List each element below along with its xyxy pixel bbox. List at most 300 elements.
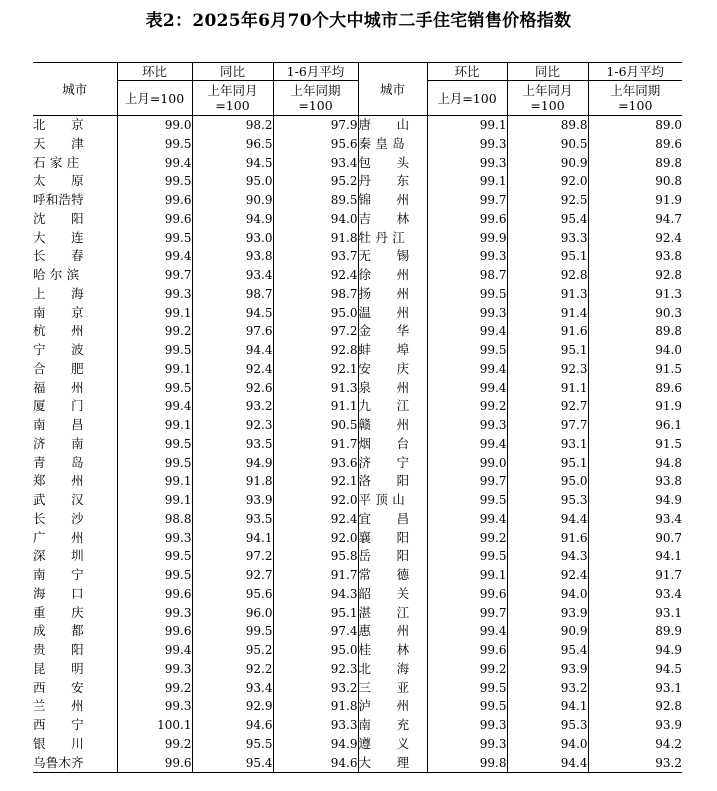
- mom-value: 99.0: [117, 116, 192, 135]
- avg-value: 92.8: [588, 266, 682, 285]
- yoy-value: 95.3: [507, 491, 588, 510]
- city-name: 长 春: [33, 248, 84, 264]
- city-name: 大 理: [358, 754, 427, 773]
- city-name: 大 连: [33, 229, 84, 245]
- yoy-value: 94.1: [507, 697, 588, 716]
- yoy-value: 94.5: [192, 304, 273, 323]
- mom-value: 99.5: [427, 491, 507, 510]
- city-name: 牡 丹 江: [358, 229, 427, 248]
- avg-value: 90.3: [588, 304, 682, 323]
- city-name: 赣 州: [358, 416, 427, 435]
- avg-value: 89.5: [273, 191, 358, 210]
- yoy-value: 97.2: [192, 547, 273, 566]
- yoy-value: 95.1: [507, 247, 588, 266]
- mom-value: 99.6: [117, 210, 192, 229]
- mom-value: 99.1: [117, 416, 192, 435]
- city-name: 西 安: [33, 679, 84, 695]
- mom-value: 99.2: [427, 397, 507, 416]
- mom-value: 99.5: [117, 547, 192, 566]
- avg-value: 95.6: [273, 135, 358, 154]
- avg-value: 91.5: [588, 435, 682, 454]
- avg-value: 91.8: [273, 697, 358, 716]
- city-name: 海 口: [33, 585, 84, 601]
- mom-value: 99.4: [427, 360, 507, 379]
- mom-value: 99.4: [427, 379, 507, 398]
- city-name: 杭 州: [33, 323, 84, 339]
- avg-value: 93.2: [588, 754, 682, 773]
- table-row: [33, 229, 682, 248]
- avg-value: 93.2: [273, 679, 358, 698]
- header-yoy-left: 同比: [192, 63, 273, 81]
- mom-value: 99.4: [117, 641, 192, 660]
- avg-value: 95.0: [273, 304, 358, 323]
- mom-value: 99.3: [117, 697, 192, 716]
- avg-value: 93.7: [273, 247, 358, 266]
- yoy-value: 93.2: [192, 397, 273, 416]
- table-row: [33, 435, 682, 454]
- avg-value: 92.3: [273, 660, 358, 679]
- mom-value: 99.3: [427, 304, 507, 323]
- city-name: 厦 门: [33, 398, 84, 414]
- table-row: [33, 397, 682, 416]
- header-yoy-base-left: 上年同月 =100: [192, 81, 273, 116]
- yoy-value: 95.4: [507, 210, 588, 229]
- table-row: [33, 735, 682, 754]
- mom-value: 99.7: [427, 191, 507, 210]
- mom-value: 99.5: [117, 172, 192, 191]
- city-name: 深 圳: [33, 548, 84, 564]
- city-name: 南 京: [33, 304, 84, 320]
- avg-value: 92.1: [273, 472, 358, 491]
- yoy-value: 93.9: [192, 491, 273, 510]
- city-name: 蚌 埠: [358, 341, 427, 360]
- mom-value: 99.3: [117, 285, 192, 304]
- avg-value: 89.8: [588, 322, 682, 341]
- header-avg-right: 1-6月平均: [588, 63, 682, 81]
- yoy-value: 92.4: [507, 566, 588, 585]
- yoy-value: 89.8: [507, 116, 588, 135]
- table-row: [33, 547, 682, 566]
- avg-value: 94.9: [588, 641, 682, 660]
- yoy-value: 92.4: [192, 360, 273, 379]
- mom-value: 99.6: [117, 622, 192, 641]
- table-row: [33, 697, 682, 716]
- table-row: [33, 641, 682, 660]
- avg-value: 94.7: [588, 210, 682, 229]
- yoy-value: 94.6: [192, 716, 273, 735]
- city-name: 济 宁: [358, 454, 427, 473]
- mom-value: 99.1: [427, 172, 507, 191]
- mom-value: 99.3: [427, 154, 507, 173]
- city-name: 湛 江: [358, 604, 427, 623]
- city-name: 桂 林: [358, 641, 427, 660]
- table-row: [33, 360, 682, 379]
- yoy-value: 95.1: [507, 341, 588, 360]
- mom-value: 99.2: [427, 529, 507, 548]
- yoy-value: 94.4: [507, 754, 588, 773]
- mom-value: 99.2: [117, 735, 192, 754]
- city-name: 岳 阳: [358, 547, 427, 566]
- mom-value: 99.5: [427, 341, 507, 360]
- avg-value: 95.1: [273, 604, 358, 623]
- avg-value: 92.4: [588, 229, 682, 248]
- city-name: 武 汉: [33, 492, 84, 507]
- mom-value: 99.5: [117, 454, 192, 473]
- avg-value: 91.1: [273, 397, 358, 416]
- header-yoy-right: 同比: [507, 63, 588, 81]
- avg-value: 94.2: [588, 735, 682, 754]
- yoy-value: 92.2: [192, 660, 273, 679]
- city-name: 兰 州: [33, 698, 84, 714]
- city-name: 九 江: [358, 397, 427, 416]
- city-name: 上 海: [33, 285, 84, 301]
- city-name: 合 肥: [33, 360, 84, 376]
- avg-value: 94.1: [588, 547, 682, 566]
- mom-value: 99.5: [117, 379, 192, 398]
- mom-value: 99.5: [427, 679, 507, 698]
- mom-value: 99.3: [427, 416, 507, 435]
- avg-value: 92.8: [588, 697, 682, 716]
- yoy-value: 95.4: [507, 641, 588, 660]
- header-mom-left: 环比: [117, 63, 192, 81]
- yoy-value: 93.5: [192, 435, 273, 454]
- yoy-value: 97.7: [507, 416, 588, 435]
- mom-value: 99.5: [427, 697, 507, 716]
- mom-value: 99.7: [427, 604, 507, 623]
- table-row: [33, 116, 682, 135]
- table-row: [33, 472, 682, 491]
- mom-value: 99.5: [427, 285, 507, 304]
- avg-value: 89.0: [588, 116, 682, 135]
- city-name: 唐 山: [358, 116, 427, 135]
- avg-value: 91.3: [588, 285, 682, 304]
- avg-value: 93.4: [588, 585, 682, 604]
- table-row: [33, 604, 682, 623]
- avg-value: 94.8: [588, 454, 682, 473]
- mom-value: 99.3: [117, 660, 192, 679]
- avg-value: 98.7: [273, 285, 358, 304]
- city-name: 长 沙: [33, 510, 84, 526]
- yoy-value: 91.8: [192, 472, 273, 491]
- yoy-value: 96.0: [192, 604, 273, 623]
- avg-value: 95.8: [273, 547, 358, 566]
- avg-value: 97.4: [273, 622, 358, 641]
- yoy-value: 91.3: [507, 285, 588, 304]
- yoy-value: 91.1: [507, 379, 588, 398]
- yoy-value: 94.0: [507, 735, 588, 754]
- avg-value: 91.3: [273, 379, 358, 398]
- mom-value: 99.1: [427, 566, 507, 585]
- yoy-value: 93.3: [507, 229, 588, 248]
- mom-value: 99.1: [117, 491, 192, 510]
- avg-value: 96.1: [588, 416, 682, 435]
- mom-value: 99.1: [117, 360, 192, 379]
- table-body: [33, 116, 682, 773]
- yoy-value: 93.8: [192, 247, 273, 266]
- header-city-right: 城市: [358, 63, 427, 116]
- mom-value: 99.3: [427, 247, 507, 266]
- table-row: [33, 285, 682, 304]
- avg-value: 91.7: [588, 566, 682, 585]
- yoy-value: 92.0: [507, 172, 588, 191]
- city-name: 温 州: [358, 304, 427, 323]
- avg-value: 92.8: [273, 341, 358, 360]
- city-name: 呼和浩特: [33, 192, 84, 207]
- table-row: [33, 135, 682, 154]
- avg-value: 92.4: [273, 266, 358, 285]
- yoy-value: 98.7: [192, 285, 273, 304]
- mom-value: 99.4: [117, 247, 192, 266]
- city-name: 金 华: [358, 322, 427, 341]
- city-name: 徐 州: [358, 266, 427, 285]
- avg-value: 93.4: [588, 510, 682, 529]
- city-name: 重 庆: [33, 604, 84, 620]
- table-row: [33, 416, 682, 435]
- avg-value: 93.9: [588, 716, 682, 735]
- mom-value: 99.4: [427, 435, 507, 454]
- mom-value: 99.3: [427, 716, 507, 735]
- yoy-value: 95.2: [192, 641, 273, 660]
- mom-value: 98.8: [117, 510, 192, 529]
- mom-value: 99.1: [117, 472, 192, 491]
- mom-value: 99.2: [117, 679, 192, 698]
- city-name: 韶 关: [358, 585, 427, 604]
- mom-value: 99.4: [427, 510, 507, 529]
- yoy-value: 92.5: [507, 191, 588, 210]
- city-name: 扬 州: [358, 285, 427, 304]
- header-city-left: 城市: [33, 63, 117, 116]
- city-name: 福 州: [33, 379, 84, 395]
- yoy-value: 98.2: [192, 116, 273, 135]
- mom-value: 99.3: [117, 604, 192, 623]
- yoy-value: 99.5: [192, 622, 273, 641]
- avg-value: 89.9: [588, 622, 682, 641]
- avg-value: 91.7: [273, 435, 358, 454]
- table-row: [33, 379, 682, 398]
- city-name: 青 岛: [33, 454, 84, 470]
- mom-value: 99.6: [427, 585, 507, 604]
- mom-value: 99.6: [427, 641, 507, 660]
- city-name: 太 原: [33, 173, 84, 189]
- mom-value: 99.6: [117, 585, 192, 604]
- header-mom-right: 环比: [427, 63, 507, 81]
- header-mom-base-right: 上月=100: [427, 81, 507, 116]
- table-row: [33, 529, 682, 548]
- city-name: 丹 东: [358, 172, 427, 191]
- mom-value: 98.7: [427, 266, 507, 285]
- table-row: [33, 154, 682, 173]
- header-mom-base-left: 上月=100: [117, 81, 192, 116]
- table-row: [33, 191, 682, 210]
- table-row: [33, 247, 682, 266]
- city-name: 北 京: [33, 117, 84, 132]
- city-name: 成 都: [33, 623, 84, 639]
- yoy-value: 95.1: [507, 454, 588, 473]
- yoy-value: 93.0: [192, 229, 273, 248]
- mom-value: 99.6: [427, 210, 507, 229]
- yoy-value: 92.3: [192, 416, 273, 435]
- table-row: [33, 210, 682, 229]
- mom-value: 99.5: [117, 229, 192, 248]
- yoy-value: 93.2: [507, 679, 588, 698]
- avg-value: 94.9: [273, 735, 358, 754]
- avg-value: 90.5: [273, 416, 358, 435]
- table-row: [33, 172, 682, 191]
- yoy-value: 93.4: [192, 679, 273, 698]
- avg-value: 90.7: [588, 529, 682, 548]
- avg-value: 93.8: [588, 472, 682, 491]
- header-yoy-base-right: 上年同月 =100: [507, 81, 588, 116]
- mom-value: 99.4: [427, 322, 507, 341]
- avg-value: 93.3: [273, 716, 358, 735]
- city-name: 济 南: [33, 435, 84, 451]
- table-row: [33, 716, 682, 735]
- yoy-value: 95.0: [192, 172, 273, 191]
- yoy-value: 91.4: [507, 304, 588, 323]
- table-row: [33, 322, 682, 341]
- mom-value: 99.4: [117, 397, 192, 416]
- city-name: 北 海: [358, 660, 427, 679]
- yoy-value: 93.5: [192, 510, 273, 529]
- mom-value: 99.3: [427, 135, 507, 154]
- city-name: 吉 林: [358, 210, 427, 229]
- avg-value: 89.6: [588, 135, 682, 154]
- avg-value: 91.7: [273, 566, 358, 585]
- mom-value: 99.9: [427, 229, 507, 248]
- city-name: 洛 阳: [358, 472, 427, 491]
- city-name: 安 庆: [358, 360, 427, 379]
- mom-value: 99.5: [117, 135, 192, 154]
- mom-value: 99.5: [117, 341, 192, 360]
- yoy-value: 92.6: [192, 379, 273, 398]
- avg-value: 91.8: [273, 229, 358, 248]
- city-name: 哈 尔 滨: [33, 267, 80, 282]
- header-avg-left: 1-6月平均: [273, 63, 358, 81]
- yoy-value: 95.5: [192, 735, 273, 754]
- avg-value: 95.2: [273, 172, 358, 191]
- mom-value: 99.4: [427, 622, 507, 641]
- header-avg-base-left: 上年同期 =100: [273, 81, 358, 116]
- avg-value: 93.4: [273, 154, 358, 173]
- city-name: 泉 州: [358, 379, 427, 398]
- avg-value: 91.9: [588, 397, 682, 416]
- city-name: 广 州: [33, 529, 84, 545]
- yoy-value: 94.1: [192, 529, 273, 548]
- price-index-table: [33, 62, 682, 773]
- avg-value: 92.1: [273, 360, 358, 379]
- mom-value: 99.2: [117, 322, 192, 341]
- yoy-value: 95.3: [507, 716, 588, 735]
- yoy-value: 94.4: [192, 341, 273, 360]
- city-name: 襄 阳: [358, 529, 427, 548]
- city-name: 泸 州: [358, 697, 427, 716]
- yoy-value: 92.7: [192, 566, 273, 585]
- mom-value: 99.1: [427, 116, 507, 135]
- yoy-value: 94.9: [192, 210, 273, 229]
- yoy-value: 91.6: [507, 322, 588, 341]
- yoy-value: 97.6: [192, 322, 273, 341]
- table-row: [33, 304, 682, 323]
- avg-value: 93.8: [588, 247, 682, 266]
- avg-value: 92.4: [273, 510, 358, 529]
- avg-value: 94.0: [588, 341, 682, 360]
- city-name: 烟 台: [358, 435, 427, 454]
- table-row: [33, 454, 682, 473]
- table-row: [33, 566, 682, 585]
- yoy-value: 90.9: [192, 191, 273, 210]
- city-name: 银 川: [33, 735, 84, 751]
- table-row: [33, 266, 682, 285]
- yoy-value: 94.5: [192, 154, 273, 173]
- yoy-value: 93.9: [507, 604, 588, 623]
- mom-value: 99.5: [117, 566, 192, 585]
- avg-value: 91.5: [588, 360, 682, 379]
- yoy-value: 94.3: [507, 547, 588, 566]
- avg-value: 94.0: [273, 210, 358, 229]
- city-name: 惠 州: [358, 622, 427, 641]
- city-name: 昆 明: [33, 660, 84, 676]
- yoy-value: 90.9: [507, 622, 588, 641]
- mom-value: 100.1: [117, 716, 192, 735]
- city-name: 无 锡: [358, 247, 427, 266]
- yoy-value: 94.4: [507, 510, 588, 529]
- table-row: [33, 660, 682, 679]
- city-name: 锦 州: [358, 191, 427, 210]
- avg-value: 94.9: [588, 491, 682, 510]
- city-name: 乌鲁木齐: [33, 754, 117, 773]
- mom-value: 99.5: [427, 547, 507, 566]
- table-row: [33, 754, 682, 773]
- yoy-value: 92.8: [507, 266, 588, 285]
- yoy-value: 90.9: [507, 154, 588, 173]
- city-name: 包 头: [358, 154, 427, 173]
- yoy-value: 94.9: [192, 454, 273, 473]
- city-name: 宁 波: [33, 342, 84, 357]
- city-name: 石 家 庄: [33, 154, 80, 170]
- city-name: 南 宁: [33, 567, 84, 582]
- mom-value: 99.1: [117, 304, 192, 323]
- mom-value: 99.0: [427, 454, 507, 473]
- yoy-value: 90.5: [507, 135, 588, 154]
- table-row: [33, 679, 682, 698]
- yoy-value: 91.6: [507, 529, 588, 548]
- yoy-value: 96.5: [192, 135, 273, 154]
- yoy-value: 92.3: [507, 360, 588, 379]
- yoy-value: 93.9: [507, 660, 588, 679]
- table-row: [33, 510, 682, 529]
- avg-value: 94.6: [273, 754, 358, 773]
- city-name: 南 充: [358, 716, 427, 735]
- avg-value: 90.8: [588, 172, 682, 191]
- city-name: 常 德: [358, 566, 427, 585]
- mom-value: 99.3: [427, 735, 507, 754]
- avg-value: 94.3: [273, 585, 358, 604]
- yoy-value: 92.7: [507, 397, 588, 416]
- table-row: [33, 585, 682, 604]
- avg-value: 92.0: [273, 529, 358, 548]
- mom-value: 99.6: [117, 191, 192, 210]
- city-name: 平 顶 山: [358, 491, 427, 510]
- city-name: 贵 阳: [33, 642, 84, 657]
- yoy-value: 95.0: [507, 472, 588, 491]
- avg-value: 97.9: [273, 116, 358, 135]
- mom-value: 99.7: [117, 266, 192, 285]
- city-name: 郑 州: [33, 473, 84, 489]
- yoy-value: 95.6: [192, 585, 273, 604]
- city-name: 宜 昌: [358, 510, 427, 529]
- avg-value: 89.8: [588, 154, 682, 173]
- table-title: 表2：2025年6月70个大中城市二手住宅销售价格指数: [145, 11, 572, 31]
